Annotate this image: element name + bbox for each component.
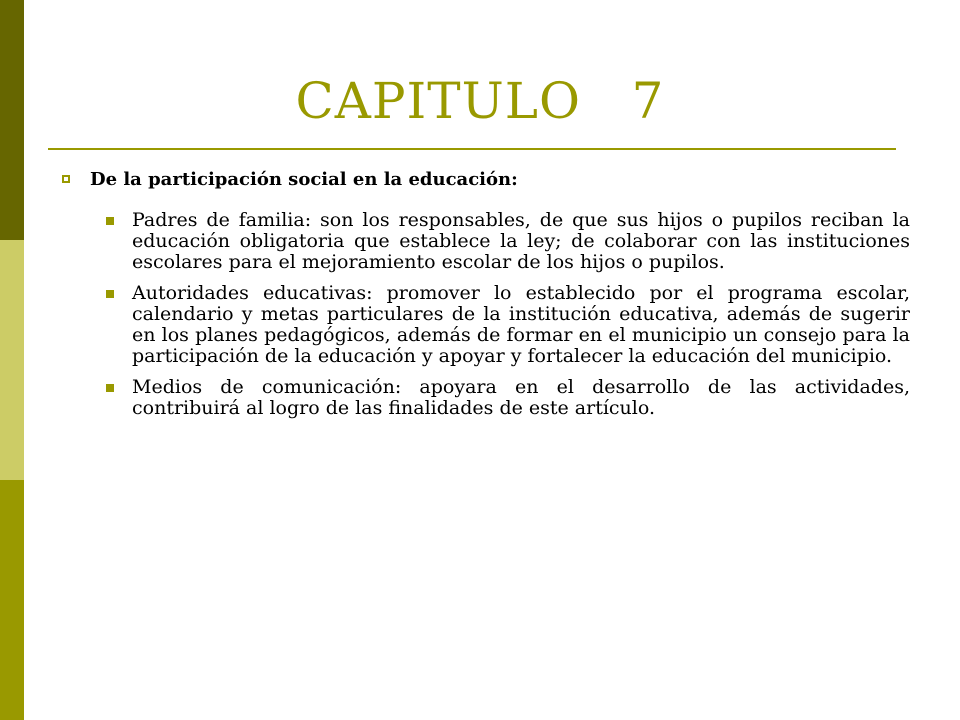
list-item [106,377,922,419]
section-heading-row [62,168,922,192]
side-bar-bottom [0,480,24,720]
side-bar-middle [0,240,24,480]
title-divider [48,148,896,150]
hollow-square-bullet-icon [62,175,70,183]
list-item-text: Autoridades educativas: promover lo establecido por el programa escolar, calendario y metas particulares de la institución educativa, además de sugerir en los planes pedagógicos, además de formar en el municipio un consejo para la participación de la educación y apoyar y fortalecer la educación del municipio. [132,282,910,367]
list-item-text: Medios de comunicación: apoyara en el desarrollo de las actividades, contribuirá al logro de las finalidades de este artículo. [132,376,910,419]
slide-title: CAPITULO 7 [295,72,665,130]
section-heading: De la participación social en la educación: [90,169,518,190]
square-bullet-icon [106,217,114,225]
square-bullet-icon [106,290,114,298]
square-bullet-icon [106,384,114,392]
list-item-text: Padres de familia: son los responsables, de que sus hijos o pupilos reciban la educación obligatoria que establece la ley; de colaborar con las instituciones escolares para el mejoramiento escolar de los hijos o pupilos. [132,209,910,273]
slide-content [62,168,922,429]
list-item [106,210,922,273]
list-item [106,283,922,367]
bullet-list [106,210,922,419]
